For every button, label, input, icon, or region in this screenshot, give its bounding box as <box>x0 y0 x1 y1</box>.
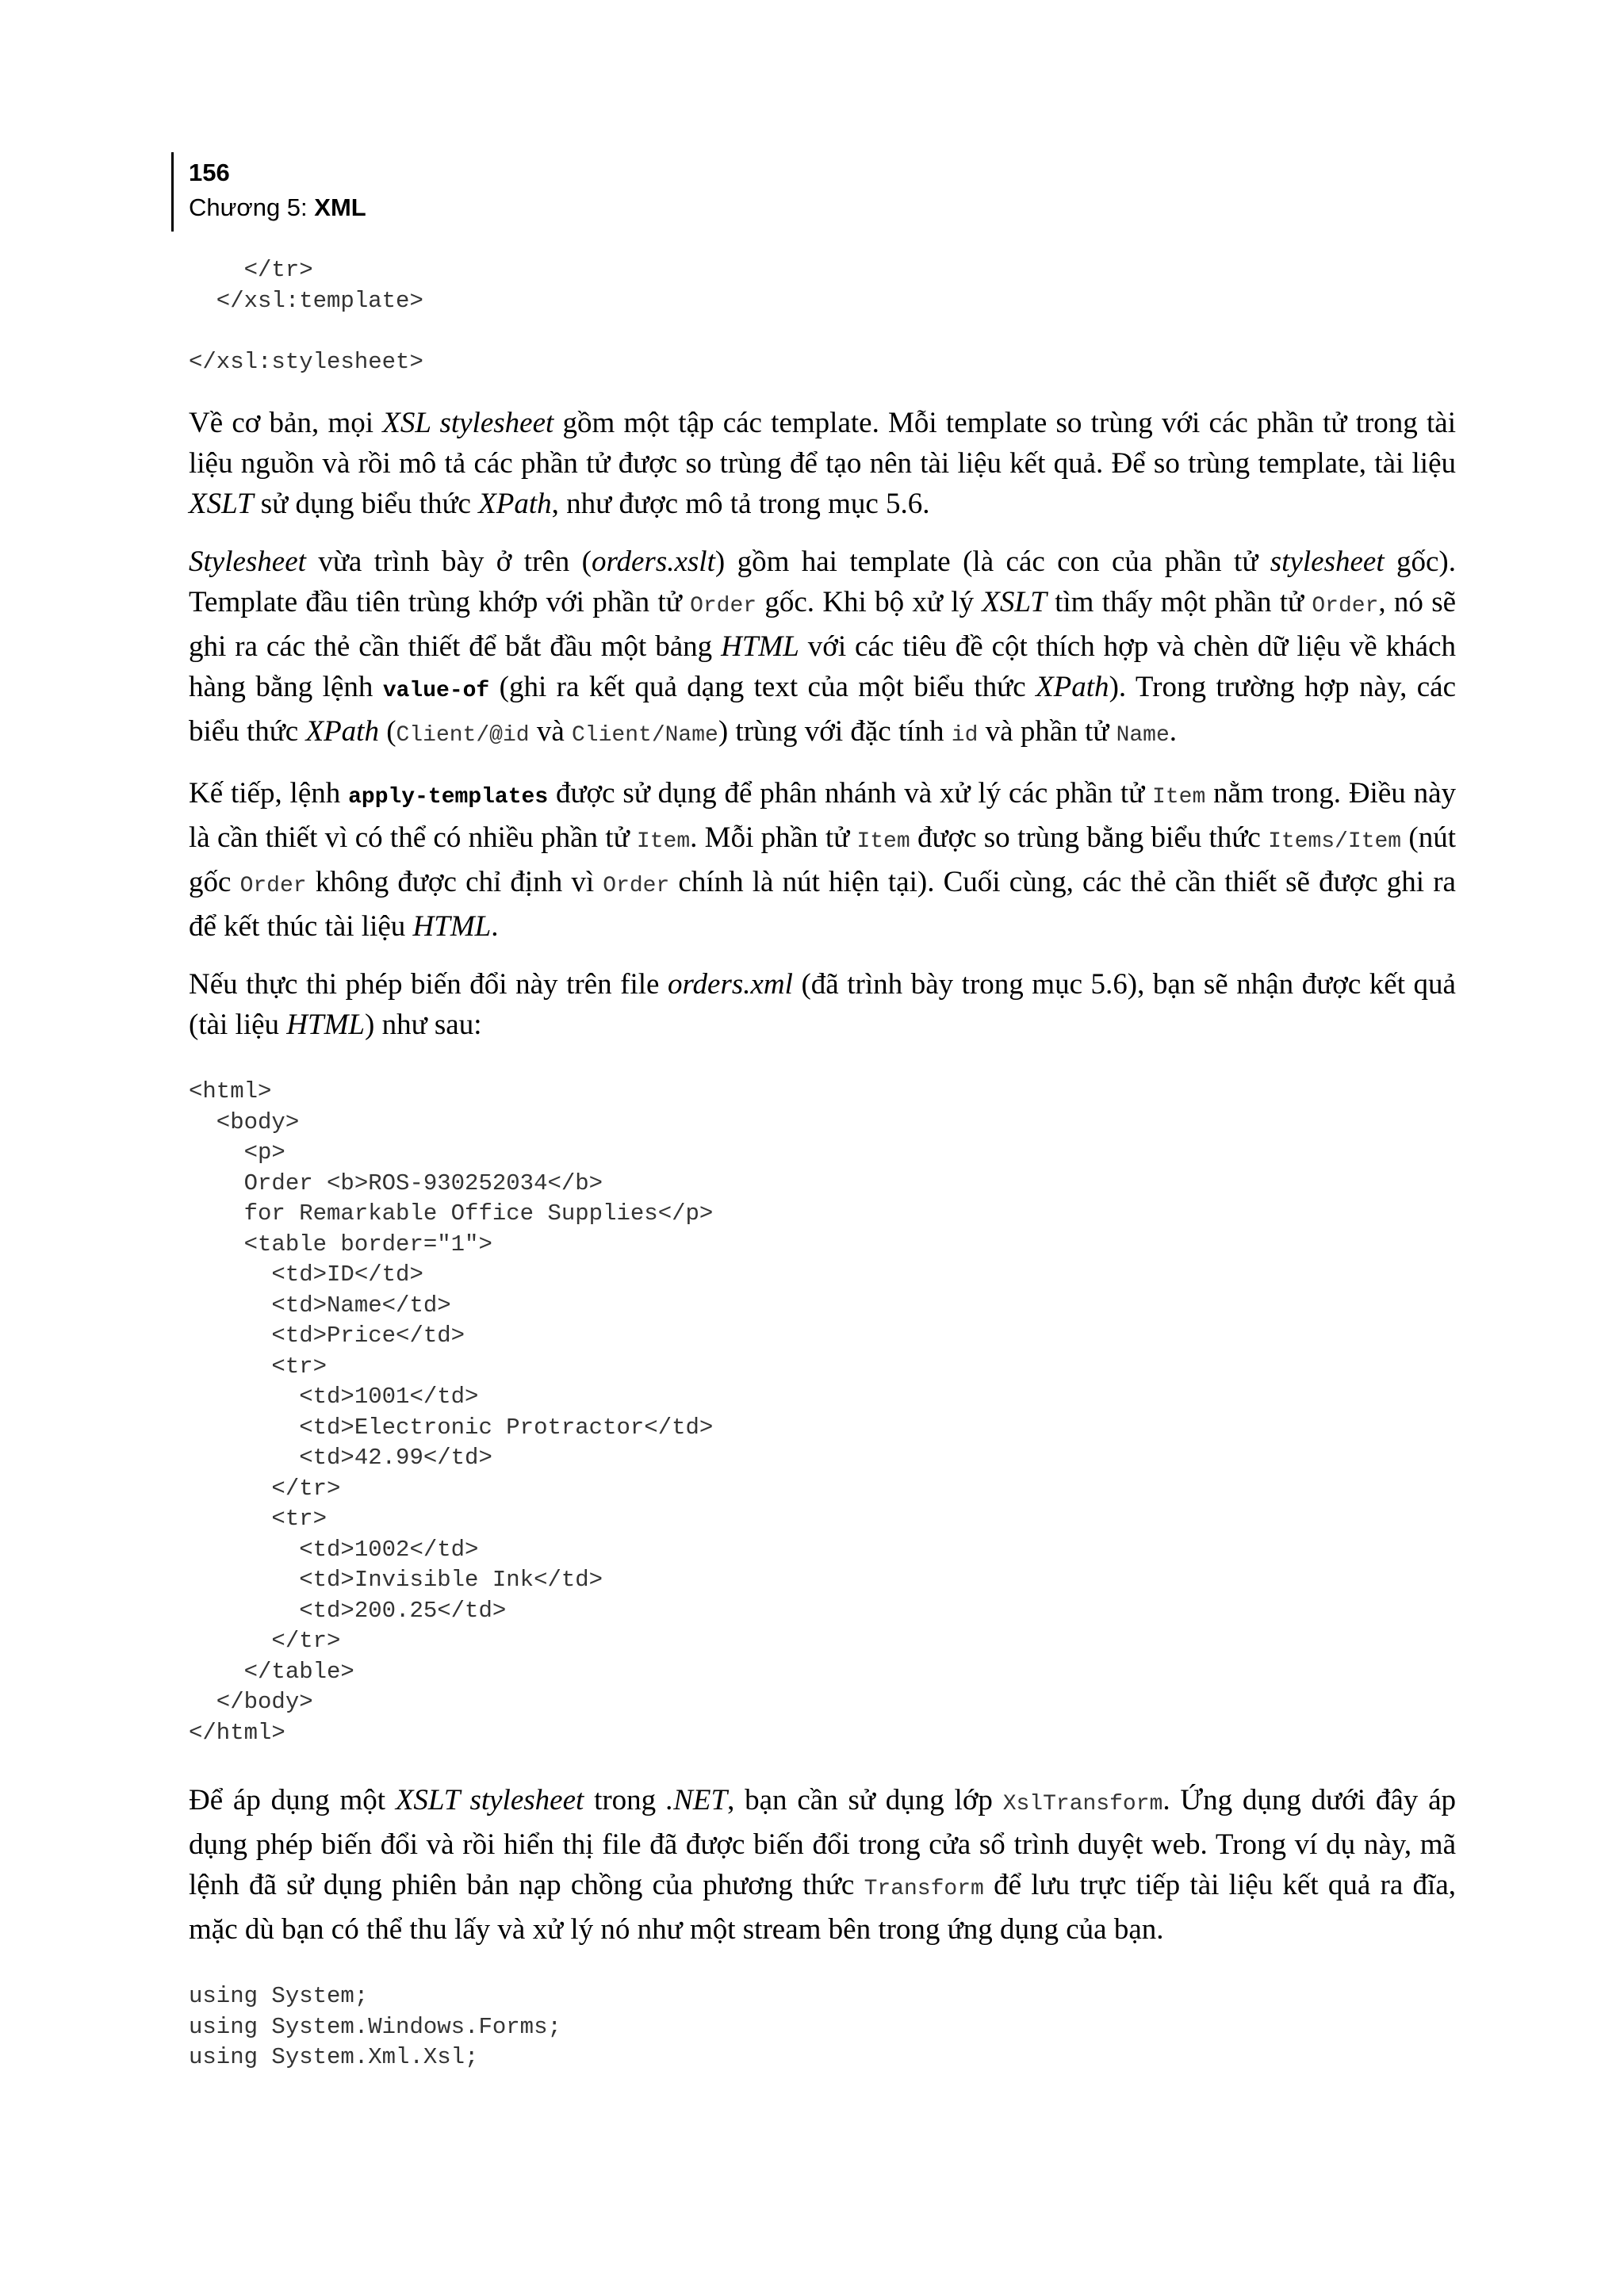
paragraph-xsl-intro: Về cơ bản, mọi XSL stylesheet gồm một tập các template. Mỗi template so trùng với các phần tử trong tài liệu nguồn và rồi mô tả các phần tử được so trùng để tạo nên tài liệu kết quả. Để so trùng template, tài liệu XSLT sử dụng biểu thức XPath, như được mô tả trong mục 5.6. <box>189 407 1456 520</box>
chapter-name: XML <box>314 193 366 221</box>
paragraph-xsltransform: Để áp dụng một XSLT stylesheet trong .NET, bạn cần sử dụng lớp XslTransform. Ứng dụng dưới đây áp dụng phép biến đổi và rồi hiển thị file đã được biến đổi trong cửa sổ trình duyệt web. Trong ví dụ này, mã lệnh đã sử dụng phiên bản nạp chồng của phương thức Transform để lưu trực tiếp tài liệu kết quả ra đĩa, mặc dù bạn có thể thu lấy và xử lý nó như một stream bên trong ứng dụng của bạn. <box>189 1784 1457 1946</box>
chapter-prefix: Chương 5: <box>189 193 315 221</box>
chapter-title <box>189 190 366 225</box>
page-content <box>189 255 1456 2073</box>
page-number: 156 <box>189 159 230 186</box>
paragraph-result-intro: Nếu thực thi phép biến đổi này trên file orders.xml (đã trình bày trong mục 5.6), bạn sẽ nhận được kết quả (tài liệu HTML) như sau: <box>189 968 1456 1041</box>
header-rule <box>171 152 174 232</box>
page-header <box>189 155 366 225</box>
code-block-xslt-end: </tr> </xsl:template> </xsl:stylesheet> <box>189 257 423 375</box>
code-block-using: using System; using System.Windows.Forms; using System.Xml.Xsl; <box>189 1983 561 2070</box>
paragraph-apply-templates: Kế tiếp, lệnh apply-templates được sử dụng để phân nhánh và xử lý các phần tử Item nằm trong. Điều này là cần thiết vì có thể có nhiều phần tử Item. Mỗi phần tử Item được so trùng bằng biểu thức Items/Item (nút gốc Order không được chỉ định vì Order chính là nút hiện tại). Cuối cùng, các thẻ cần thiết sẽ được ghi ra để kết thúc tài liệu HTML. <box>189 777 1457 943</box>
paragraph-stylesheet-explained: Stylesheet vừa trình bày ở trên (orders.xslt) gồm hai template (là các con của phần tử stylesheet gốc). Template đầu tiên trùng khớp với phần tử Order gốc. Khi bộ xử lý XSLT tìm thấy một phần tử Order, nó sẽ ghi ra các thẻ cần thiết để bắt đầu một bảng HTML với các tiêu đề cột thích hợp và chèn dữ liệu về khách hàng bằng lệnh value-of (ghi ra kết quả dạng text của một biểu thức XPath). Trong trường hợp này, các biểu thức XPath (Client/@id và Client/Name) trùng với đặc tính id và phần tử Name. <box>189 545 1457 748</box>
code-block-html-result: <html> <body> <p> Order <b>ROS-930252034</b> for Remarkable Office Supplies</p> <table border="1"> <td>ID</td> <td>Name</td> <td>Price</td> <tr> <td>1001</td> <td>Electronic Protractor</td> <td>42.99</td> </tr> <tr> <td>1002</td> <td>Invisible Ink</td> <td>200.25</td> </tr> </table> </body> </html> <box>189 1078 714 1746</box>
